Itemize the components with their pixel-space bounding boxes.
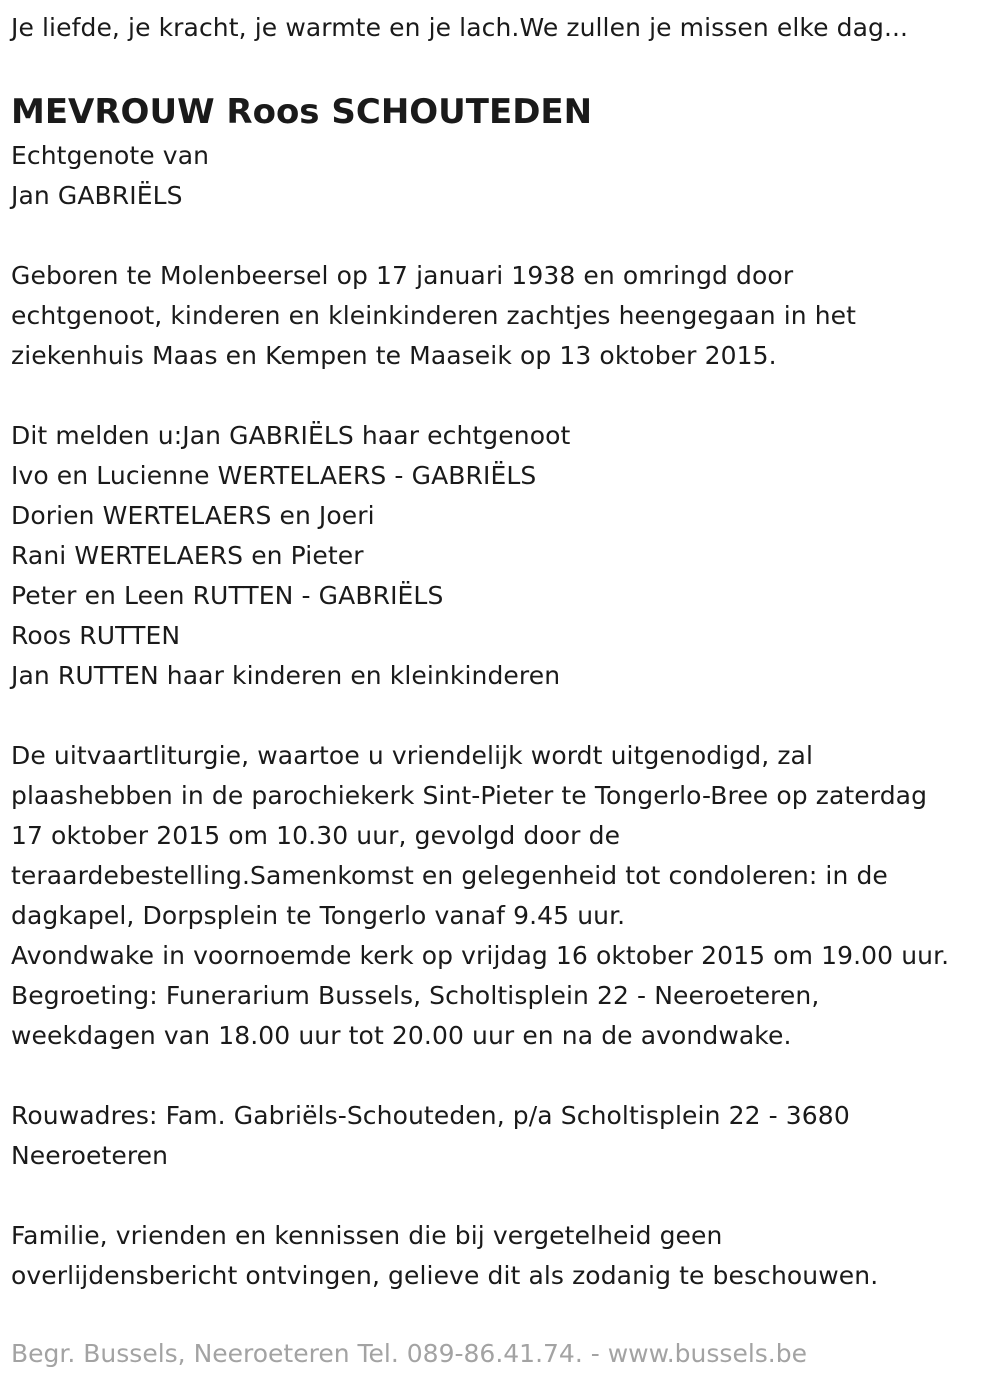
deceased-name-title: MEVROUW Roos SCHOUTEDEN <box>11 92 593 132</box>
address-paragraph <box>11 1096 990 1176</box>
text-line: Avondwake in voornoemde kerk op vrijdag 16 oktober 2015 om 19.00 uur. <box>11 941 950 970</box>
announcer-line: Jan RUTTEN haar kinderen en kleinkinderen <box>11 661 561 690</box>
spouse-section <box>11 136 990 216</box>
notice-paragraph <box>11 1216 990 1296</box>
announcers-list <box>11 416 990 696</box>
spacer <box>11 376 990 416</box>
text-line: Neeroeteren <box>11 1141 169 1170</box>
spouse-label: Echtgenote van <box>11 141 210 170</box>
text-line: De uitvaartliturgie, waartoe u vriendelijk wordt uitgenodigd, zal <box>11 741 814 770</box>
announcer-line: Ivo en Lucienne WERTELAERS - GABRIËLS <box>11 461 537 490</box>
text-line: 17 oktober 2015 om 10.30 uur, gevolgd door de <box>11 821 621 850</box>
announcer-line: Dorien WERTELAERS en Joeri <box>11 501 375 530</box>
spacer <box>11 1176 990 1216</box>
spacer <box>11 216 990 256</box>
spouse-name: Jan GABRIËLS <box>11 181 183 210</box>
spacer <box>11 696 990 736</box>
announcer-line: Peter en Leen RUTTEN - GABRIËLS <box>11 581 444 610</box>
text-line: dagkapel, Dorpsplein te Tongerlo vanaf 9.45 uur. <box>11 901 626 930</box>
spacer <box>11 1056 990 1096</box>
text-line: ziekenhuis Maas en Kempen te Maaseik op 13 oktober 2015. <box>11 341 777 370</box>
text-line: Begroeting: Funerarium Bussels, Scholtisplein 22 - Neeroeteren, <box>11 981 820 1010</box>
text-line: Rouwadres: Fam. Gabriëls-Schouteden, p/a Scholtisplein 22 - 3680 <box>11 1101 850 1130</box>
text-line: echtgenoot, kinderen en kleinkinderen zachtjes heengegaan in het <box>11 301 857 330</box>
text-line: Geboren te Molenbeersel op 17 januari 1938 en omringd door <box>11 261 794 290</box>
announcer-line: Rani WERTELAERS en Pieter <box>11 541 364 570</box>
text-line: teraardebestelling.Samenkomst en gelegenheid tot condoleren: in de <box>11 861 888 890</box>
funeral-home-footer: Begr. Bussels, Neeroeteren Tel. 089-86.41.74. - www.bussels.be <box>11 1339 807 1368</box>
ceremony-paragraph <box>11 736 990 1056</box>
text-line: Familie, vrienden en kennissen die bij vergetelheid geen <box>11 1221 723 1250</box>
text-line: overlijdensbericht ontvingen, gelieve dit als zodanig te beschouwen. <box>11 1261 879 1290</box>
announcer-line: Roos RUTTEN <box>11 621 181 650</box>
birth-death-paragraph <box>11 256 990 376</box>
text-line: plaashebben in de parochiekerk Sint-Pieter te Tongerlo-Bree op zaterdag <box>11 781 928 810</box>
tagline: Je liefde, je kracht, je warmte en je lach.We zullen je missen elke dag... <box>11 13 909 42</box>
text-line: weekdagen van 18.00 uur tot 20.00 uur en na de avondwake. <box>11 1021 792 1050</box>
announcer-line: Dit melden u:Jan GABRIËLS haar echtgenoot <box>11 421 571 450</box>
